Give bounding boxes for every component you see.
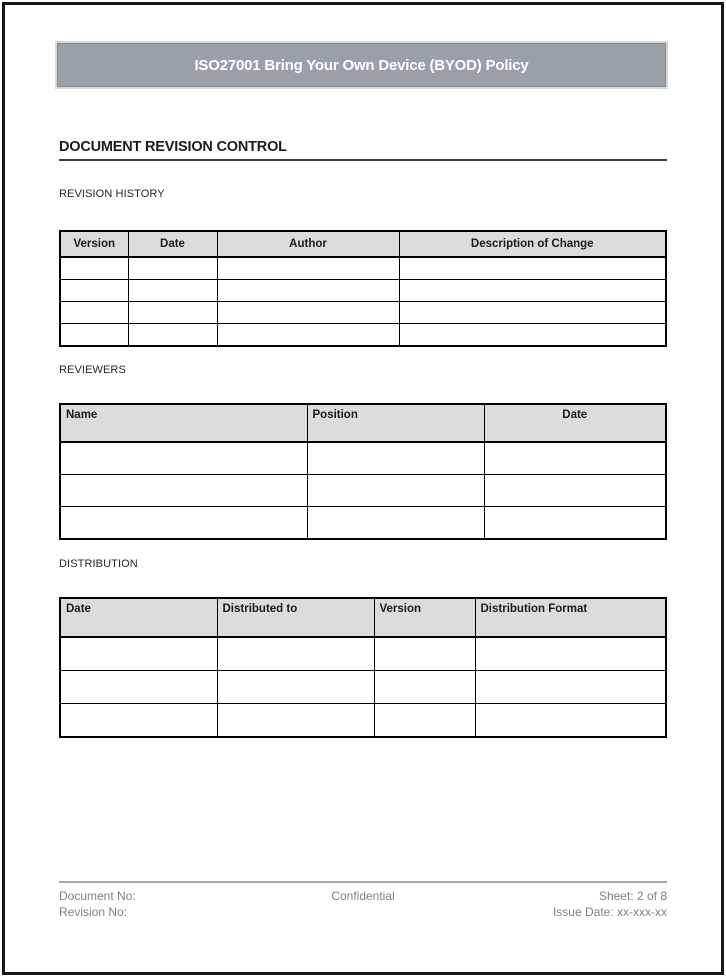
table-cell-empty (475, 637, 666, 671)
table-cell-empty (60, 257, 128, 280)
distribution-label: DISTRIBUTION (59, 558, 138, 570)
table-row (60, 324, 666, 347)
table-header-row (60, 598, 666, 637)
table-cell-empty (374, 637, 475, 671)
revision-history-table (59, 230, 667, 347)
table-cell-empty (217, 324, 399, 347)
revision-no-label: Revision No: (59, 905, 128, 919)
table-cell-empty (128, 324, 217, 347)
table-cell-empty (484, 507, 666, 540)
page-heading: DOCUMENT REVISION CONTROL (59, 139, 667, 161)
table-cell-empty (217, 637, 374, 671)
table-row (60, 671, 666, 704)
table-cell-empty (128, 257, 217, 280)
table-header-row (60, 231, 666, 257)
sheet-number: Sheet: 2 of 8 (598, 889, 667, 903)
document-title: ISO27001 Bring Your Own Device (BYOD) Policy (194, 56, 529, 74)
table-cell-empty (307, 475, 484, 507)
footer-left (59, 888, 259, 920)
table-cell-empty (484, 475, 666, 507)
table-cell-empty (399, 257, 666, 280)
table-cell-empty (399, 324, 666, 347)
revision-history-label: REVISION HISTORY (59, 188, 165, 200)
table-cell-empty (217, 257, 399, 280)
table-row (60, 637, 666, 671)
table-cell-empty (128, 302, 217, 324)
table-cell-empty (60, 442, 307, 475)
table-cell-empty (475, 704, 666, 738)
table-cell-empty (60, 507, 307, 540)
column-header-date: Date (128, 231, 217, 257)
table-header-row (60, 404, 666, 442)
column-header-version: Version (60, 231, 128, 257)
column-header-distribution-format: Distribution Format (475, 598, 666, 637)
table-cell-empty (128, 280, 217, 302)
column-header-name: Name (60, 404, 307, 442)
table-cell-empty (475, 671, 666, 704)
footer-right (467, 888, 667, 920)
table-row (60, 442, 666, 475)
table-cell-empty (307, 507, 484, 540)
table-cell-empty (374, 704, 475, 738)
table-cell-empty (484, 442, 666, 475)
column-header-position: Position (307, 404, 484, 442)
column-header-date: Date (60, 598, 217, 637)
table-cell-empty (60, 280, 128, 302)
issue-date: Issue Date: xx-xxx-xx (552, 905, 667, 919)
table-row (60, 257, 666, 280)
table-cell-empty (60, 475, 307, 507)
page-footer (59, 888, 667, 920)
column-header-distributed-to: Distributed to (217, 598, 374, 637)
table-cell-empty (217, 671, 374, 704)
table-cell-empty (60, 671, 217, 704)
column-header-author: Author (217, 231, 399, 257)
table-cell-empty (217, 704, 374, 738)
table-cell-empty (60, 637, 217, 671)
distribution-table (59, 597, 667, 738)
reviewers-label: REVIEWERS (59, 364, 126, 376)
table-row (60, 302, 666, 324)
title-banner (57, 43, 666, 87)
table-cell-empty (307, 442, 484, 475)
footer-divider (59, 881, 667, 883)
table-row (60, 475, 666, 507)
column-header-version: Version (374, 598, 475, 637)
table-cell-empty (217, 302, 399, 324)
document-no-label: Document No: (59, 889, 136, 903)
table-cell-empty (374, 671, 475, 704)
column-header-date: Date (484, 404, 666, 442)
table-cell-empty (60, 704, 217, 738)
table-cell-empty (60, 302, 128, 324)
reviewers-table (59, 403, 667, 540)
table-cell-empty (217, 280, 399, 302)
table-row (60, 704, 666, 738)
table-cell-empty (399, 280, 666, 302)
column-header-description: Description of Change (399, 231, 666, 257)
table-cell-empty (60, 324, 128, 347)
confidential-label: Confidential (331, 889, 395, 903)
table-row (60, 280, 666, 302)
table-cell-empty (399, 302, 666, 324)
table-row (60, 507, 666, 540)
